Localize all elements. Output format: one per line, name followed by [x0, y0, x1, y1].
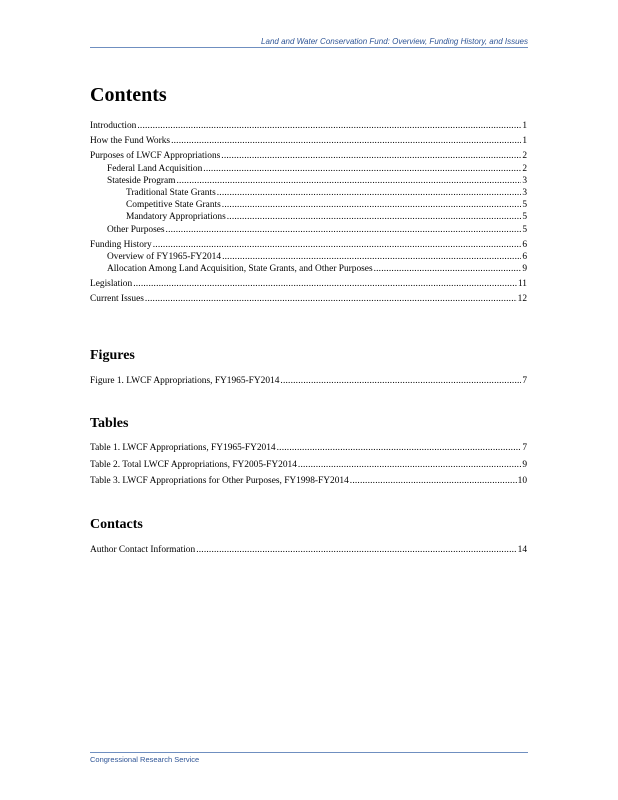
toc-entry-page: 3	[522, 175, 527, 186]
toc-entry-page: 5	[522, 212, 527, 223]
toc-entry-page: 3	[522, 187, 527, 198]
toc-entry-label: Federal Land Acquisition	[107, 163, 203, 174]
toc-entry-page: 1	[522, 136, 527, 147]
footer-rule	[90, 752, 528, 753]
toc-entry[interactable]	[90, 278, 527, 290]
toc-entry-label: Figure 1. LWCF Appropriations, FY1965-FY2014	[90, 376, 280, 386]
toc-entry-page: 2	[522, 151, 527, 162]
toc-entry[interactable]	[90, 475, 527, 487]
contents-list	[90, 120, 527, 306]
dot-leader	[196, 544, 516, 556]
toc-entry-page: 14	[517, 545, 527, 555]
dot-leader	[133, 278, 517, 290]
toc-entry-label: How the Fund Works	[90, 136, 171, 147]
toc-entry-page: 12	[517, 294, 527, 305]
toc-entry-label: Table 3. LWCF Appropriations for Other Purposes, FY1998-FY2014	[90, 476, 349, 487]
toc-entry-label: Introduction	[90, 121, 137, 131]
toc-entry-page: 5	[522, 200, 527, 211]
toc-entry-page: 7	[522, 443, 527, 453]
toc-entry[interactable]	[90, 120, 527, 132]
toc-entry[interactable]	[90, 544, 527, 556]
toc-entry[interactable]	[90, 150, 527, 162]
header-title: Land and Water Conservation Fund: Overview, Funding History, and Issues	[261, 37, 528, 46]
toc-entry-page: 11	[517, 279, 527, 290]
toc-entry-page: 6	[522, 251, 527, 262]
dot-leader	[280, 375, 521, 387]
dot-leader	[153, 239, 522, 251]
dot-leader	[176, 175, 521, 187]
dot-leader	[137, 120, 521, 132]
toc-entry[interactable]	[90, 375, 527, 387]
footer-text: Congressional Research Service	[90, 755, 200, 764]
dot-leader	[222, 251, 521, 263]
toc-entry-label: Legislation	[90, 279, 133, 290]
toc-entry[interactable]	[90, 263, 527, 275]
dot-leader	[277, 442, 522, 454]
dot-leader	[221, 150, 521, 162]
toc-entry[interactable]	[90, 199, 527, 211]
toc-entry-label: Competitive State Grants	[126, 200, 221, 211]
toc-entry-label: Table 1. LWCF Appropriations, FY1965-FY2014	[90, 443, 276, 453]
toc-entry-page: 9	[522, 459, 527, 470]
contacts-heading: Contacts	[90, 517, 143, 532]
toc-entry[interactable]	[90, 211, 527, 223]
toc-entry[interactable]	[90, 175, 527, 187]
toc-entry[interactable]	[90, 251, 527, 263]
toc-entry[interactable]	[90, 442, 527, 454]
toc-entry[interactable]	[90, 135, 527, 147]
dot-leader	[298, 459, 521, 471]
toc-entry-label: Purposes of LWCF Appropriations	[90, 151, 221, 162]
toc-entry-label: Traditional State Grants	[126, 187, 216, 198]
figures-heading: Figures	[90, 348, 135, 363]
toc-entry-label: Overview of FY1965-FY2014	[107, 251, 222, 262]
tables-heading: Tables	[90, 416, 129, 431]
toc-entry[interactable]	[90, 239, 527, 251]
contents-heading: Contents	[90, 84, 167, 106]
figures-list	[90, 375, 527, 387]
toc-entry-page: 6	[522, 239, 527, 250]
toc-entry-label: Mandatory Appropriations	[126, 212, 226, 223]
dot-leader	[222, 199, 522, 211]
dot-leader	[374, 263, 522, 275]
toc-entry-label: Current Issues	[90, 294, 144, 305]
dot-leader	[203, 163, 521, 175]
dot-leader	[227, 211, 522, 223]
toc-entry-page: 1	[522, 121, 527, 131]
tables-list	[90, 442, 527, 492]
dot-leader	[145, 293, 517, 305]
toc-entry-label: Stateside Program	[107, 175, 176, 186]
toc-entry[interactable]	[90, 293, 527, 305]
toc-entry-label: Other Purposes	[107, 224, 165, 235]
toc-entry-label: Funding History	[90, 239, 152, 250]
toc-entry-label: Table 2. Total LWCF Appropriations, FY2005-FY2014	[90, 459, 297, 470]
toc-entry-page: 2	[522, 163, 527, 174]
toc-entry-page: 5	[522, 224, 527, 235]
header-rule	[90, 47, 528, 48]
contacts-list	[90, 544, 527, 556]
toc-entry-label: Author Contact Information	[90, 545, 196, 555]
dot-leader	[350, 475, 517, 487]
toc-entry[interactable]	[90, 187, 527, 199]
toc-entry-label: Allocation Among Land Acquisition, State Grants, and Other Purposes	[107, 264, 373, 275]
toc-entry-page: 9	[522, 264, 527, 275]
toc-entry-page: 10	[517, 476, 527, 487]
toc-entry[interactable]	[90, 459, 527, 471]
dot-leader	[217, 187, 522, 199]
toc-entry-page: 7	[522, 376, 527, 386]
toc-entry[interactable]	[90, 224, 527, 236]
toc-entry[interactable]	[90, 163, 527, 175]
dot-leader	[171, 135, 521, 147]
dot-leader	[166, 224, 522, 236]
